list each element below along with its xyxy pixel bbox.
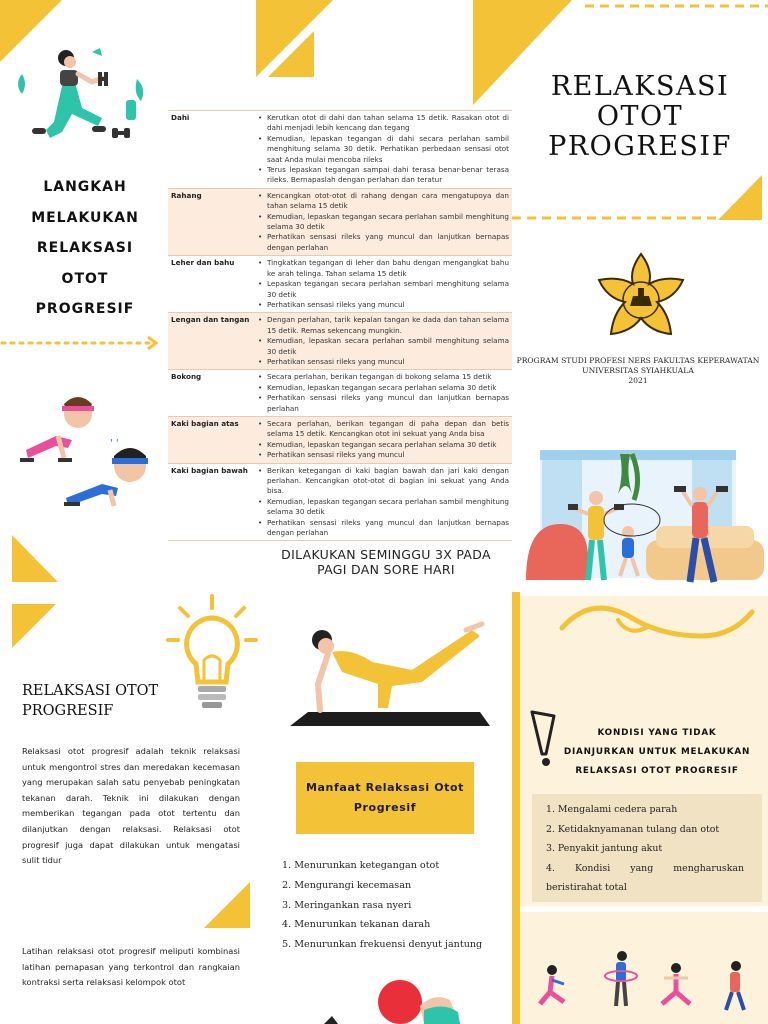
program-line: UNIVERSITAS SYIAHKUALA (582, 366, 694, 375)
benefit-list (282, 856, 512, 955)
body-part-cell: Leher dan bahu (168, 256, 254, 313)
steps-title-line: LANGKAH (43, 179, 127, 195)
instruction-item: • Perhatikan sensasi rileks yang muncul dan lanjutkan bernapas perlahan (257, 393, 509, 414)
program-line: 2021 (628, 376, 648, 385)
instructions-cell (254, 188, 512, 255)
instruction-list (257, 258, 509, 310)
instruction-item: • Secara perlahan, berikan tegangan di bokong selama 15 detik (257, 372, 509, 382)
instruction-list (257, 191, 509, 253)
instruction-item: • Kemudian, lepaskan tegangan secara perlahan selama 30 detik (257, 383, 509, 393)
steps-title (10, 172, 160, 325)
benefit-item: 5. Menurunkan frekuensi denyut jantung (282, 939, 483, 951)
decor-triangle (12, 535, 58, 582)
brochure-title-line: PROGRESIF (548, 131, 732, 162)
table-row (168, 416, 512, 463)
conditions-title: KONDISI YANG TIDAK DIANJURKAN UNTUK MELAKUKAN RELAKSASI OTOT PROGRESIF (563, 728, 751, 776)
instruction-list (257, 466, 509, 539)
instruction-item: • Perhatikan sensasi rileks yang muncul (257, 300, 509, 310)
instructions-cell (254, 256, 512, 313)
table-row (168, 370, 512, 417)
instruction-item: • Perhatikan sensasi rileks yang muncul dan lanjutkan bernapas dengan perlahan (257, 518, 509, 539)
exercise-paragraph: Latihan relaksasi otot progresif meliputi kombinasi latihan pernapasan yang terkontrol dan rangkaian kontraksi serta relaksasi kelompok otot (22, 946, 240, 988)
steps-title-line: RELAKSASI (36, 240, 134, 256)
steps-table (168, 110, 512, 541)
family-exercise-illustration (522, 440, 768, 594)
body-part-cell: Lengan dan tangan (168, 313, 254, 370)
push-up-boy-illustration (64, 436, 156, 510)
exercise-ball-illustration (320, 976, 470, 1024)
instructions-cell (254, 370, 512, 417)
instruction-item: • Kemudian, lepaskan tegangan secara perlahan selama 30 detik (257, 440, 509, 450)
table-row (168, 111, 512, 189)
section-heading-line: PROGRESIF (22, 703, 114, 719)
program-line: PROGRAM STUDI PROFESI NERS FAKULTAS KEPERAWATAN (516, 356, 760, 365)
benefit-item: 1. Menurunkan ketegangan otot (282, 860, 440, 871)
condition-item: 2. Ketidaknyamanan tulang dan otot (546, 823, 720, 835)
dumbbell-woman-illustration (12, 44, 160, 150)
instruction-item: • Tingkatkan tegangan di leher dan bahu dengan mengangkat bahu ke arah telinga. Tahan selama 15 detik (257, 258, 509, 279)
benefit-item: 4. Menurunkan tekanan darah (282, 919, 431, 931)
instruction-list (257, 419, 509, 461)
swirl-ornament (558, 598, 768, 662)
university-logo (594, 250, 688, 344)
instructions-cell (254, 463, 512, 541)
decor-triangle (718, 175, 762, 220)
svg-text:' ': ' ' (110, 438, 119, 449)
instructions-cell (254, 416, 512, 463)
table-row (168, 188, 512, 255)
yoga-woman-illustration (288, 618, 494, 728)
instruction-list (257, 372, 509, 414)
body-part-cell: Kaki bagian atas (168, 416, 254, 463)
steps-title-line: PROGRESIF (35, 301, 135, 317)
instruction-list (257, 315, 509, 367)
exercise-people-illustration (536, 946, 756, 1018)
decor-triangle (204, 882, 250, 928)
brochure-title (540, 72, 740, 162)
conditions-list (546, 800, 744, 898)
instruction-item: • Kemudian, lepaskan secara perlahan sambil menghitung selama 30 detik (257, 336, 509, 357)
benefit-item: 2. Mengurangi kecemasan (282, 879, 412, 891)
instructions-cell (254, 111, 512, 189)
benefit-title-box (296, 762, 474, 834)
schedule-note: DILAKUKAN SEMINGGU 3X PADA PAGI DAN SORE HARI (281, 547, 491, 577)
section-heading-line: RELAKSASI OTOT (22, 683, 159, 699)
instruction-item: • Dengan perlahan, tarik kepalan tangan ke dada dan tahan selama 15 detik. Remas sekencang mungkin. (257, 315, 509, 336)
steps-title-line: MELAKUKAN (31, 209, 139, 226)
benefit-title: Manfaat Relaksasi Otot Progresif (305, 781, 465, 814)
table-row (168, 256, 512, 313)
instruction-item: • Lepaskan tegangan secara perlahan sembari menghitung selama 30 detik (257, 279, 509, 300)
steps-title-line: OTOT (61, 270, 109, 287)
instruction-item: • Berikan ketegangan di kaki bagian bawah dan jari kaki dengan perlahan. Kencangkan otot-otot di bagian ini sekuat yang Anda bisa. (257, 466, 509, 497)
condition-item: 4. Kondisi yang mengharuskan beristirahat total (546, 862, 744, 893)
instruction-item: • Kemudian, lepaskan tegangan secara perlahan sambil menghitung selama 30 detik (257, 497, 509, 518)
instruction-item: • Perhatikan sensasi rileks yang muncul (257, 357, 509, 367)
condition-item: 3. Penyakit jantung akut (546, 843, 663, 854)
body-part-cell: Rahang (168, 188, 254, 255)
brochure-title-line: OTOT (596, 101, 684, 132)
benefit-item: 3. Meringankan rasa nyeri (282, 899, 412, 911)
instructions-cell (254, 313, 512, 370)
instruction-item: • Terus lepaskan tegangan sampai dahi terasa benar-benar terasa rileks. Bernapaslah dengan perlahan dan teratur (257, 165, 509, 186)
section-heading (22, 681, 222, 721)
instruction-list (257, 113, 509, 186)
instruction-item: • Kemudian, lepaskan tegangan di dahi secara perlahan sambil menghitung selama 30 detik. Perhatikan perbedaan sensasi otot saat Anda mulai mencoba rileks (257, 134, 509, 165)
instruction-item: • Perhatikan sensasi rileks yang muncul dan lanjutkan bernapas dengan perlahan (257, 232, 509, 253)
exclamation-icon (526, 708, 560, 770)
instruction-item: • Kemudian, lepaskan tegangan secara perlahan sambil menghitung selama 30 detik (257, 212, 509, 233)
table-row (168, 463, 512, 541)
instruction-item: • Perhatikan sensasi rileks yang muncul (257, 450, 509, 460)
table-row (168, 313, 512, 370)
body-part-cell: Kaki bagian bawah (168, 463, 254, 541)
program-info (516, 356, 760, 386)
brochure-title-line: RELAKSASI (550, 71, 730, 102)
decor-triangle (12, 604, 56, 648)
condition-item: 1. Mengalami cedera parah (546, 804, 678, 815)
panel-divider (512, 592, 520, 1024)
instruction-item: • Kerutkan otot di dahi dan tahan selama 15 detik. Rasakan otot di dahi menjadi lebih kencang dan tegang (257, 113, 509, 134)
body-part-cell: Bokong (168, 370, 254, 417)
body-part-cell: Dahi (168, 111, 254, 189)
instruction-item: • Kencangkan otot-otot di rahang dengan cara mengatupoya dan tahan selama 15 detik (257, 191, 509, 212)
definition-paragraph: Relaksasi otot progresif adalah teknik relaksasi untuk mengontrol stres dan meredakan kecemasan yang merupakan salah satu penyebab peningkatan tekanan darah. Teknik ini dilakukan dengan memberikan tegangan pada otot tertentu dan dilanjutkan dengan relaksasi. Relaksasi otot progresif juga dapat dilakukan untuk mengatasi sulit tidur (22, 746, 240, 866)
instruction-item: • Secara perlahan, berikan tegangan di paha depan dan betis selama 15 detik. Kencangkan otot ini sekuat yang Anda bisa (257, 419, 509, 440)
